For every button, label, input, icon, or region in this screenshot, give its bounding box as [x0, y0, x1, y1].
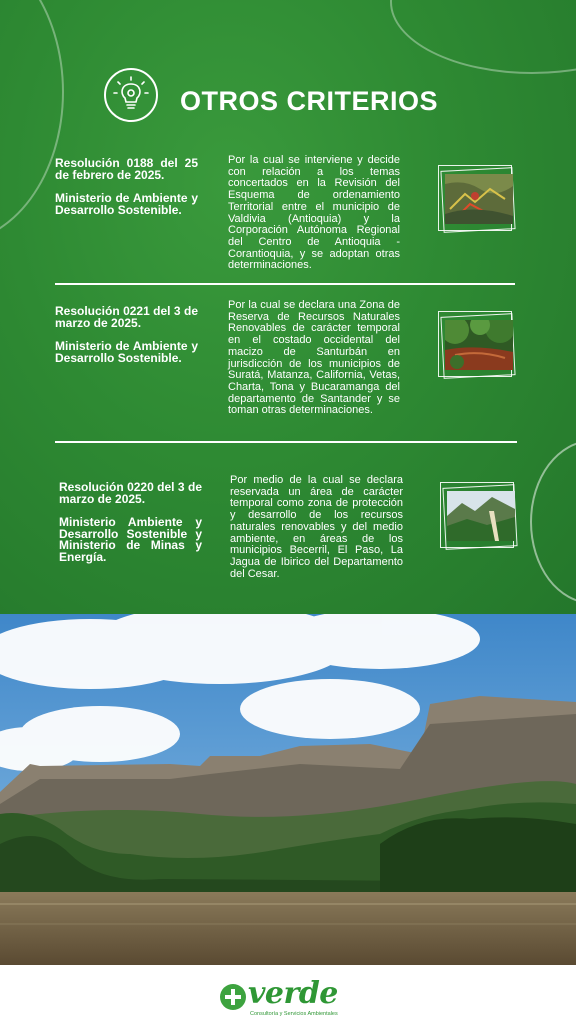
thumbnail-river-forest-image [445, 320, 513, 370]
logo-tagline: Consultoría y Servicios Ambientales [250, 1011, 338, 1017]
resolution-block-3 [59, 482, 202, 563]
brand-logo [0, 965, 576, 1024]
resolution-title: Resolución 0220 del 3 de marzo de 2025. [59, 480, 202, 506]
ministry-name: Ministerio de Ambiente y Desarrollo Sostenible. [55, 191, 198, 217]
resolution-block-2 [55, 306, 198, 364]
thumbnail-mountain-image [447, 491, 515, 541]
resolution-description-2: Por la cual se declara una Zona de Reserva de Recursos Naturales Renovables de carácter temporal en el costado occidental del macizo de Santurbán en jurisdicción de los municipios de Suratá, Matanza, California, Vetas, Charta, Tona y Bucaramanga del departamento de Santander y se toman otras determinaciones. [228, 299, 400, 417]
resolution-block-1 [55, 158, 198, 216]
resolution-description-3: Por medio de la cual se declara reservada un área de carácter temporal como zona de protección y desarrollo de los recursos naturales renovables y del medio ambiente, en áreas de los municipios Becerril, El Paso, La Jagua de Ibirico del Departamento del Cesar. [230, 474, 403, 580]
plus-icon [220, 984, 246, 1010]
ministry-name: Ministerio Ambiente y Desarrollo Sostenible y Ministerio de Minas y Energía. [59, 515, 202, 564]
decorative-curve [530, 440, 576, 604]
row-separator [55, 441, 517, 443]
lightbulb-gear-icon [104, 68, 158, 122]
ministry-name: Ministerio de Ambiente y Desarrollo Sostenible. [55, 339, 198, 365]
logo-wordmark: verde [248, 976, 338, 1011]
resolution-title: Resolución 0221 del 3 de marzo de 2025. [55, 304, 198, 330]
resolution-title: Resolución 0188 del 25 de febrero de 2025. [55, 156, 198, 182]
landscape-photo [0, 614, 576, 965]
row-separator [55, 283, 515, 285]
resolution-description-1: Por la cual se interviene y decide con relación a los temas concertados en la Revisión del Esquema de ordenamiento Territorial entre el municipio de Valdivia (Antioquia) y la Corporación Autónoma Regional del Centro de Antioquia - Corantioquia, y se adoptan otras determinaciones. [228, 154, 400, 272]
page-title: OTROS CRITERIOS [180, 86, 439, 116]
decorative-curve [390, 0, 576, 74]
thumbnail-map-image [445, 174, 513, 224]
